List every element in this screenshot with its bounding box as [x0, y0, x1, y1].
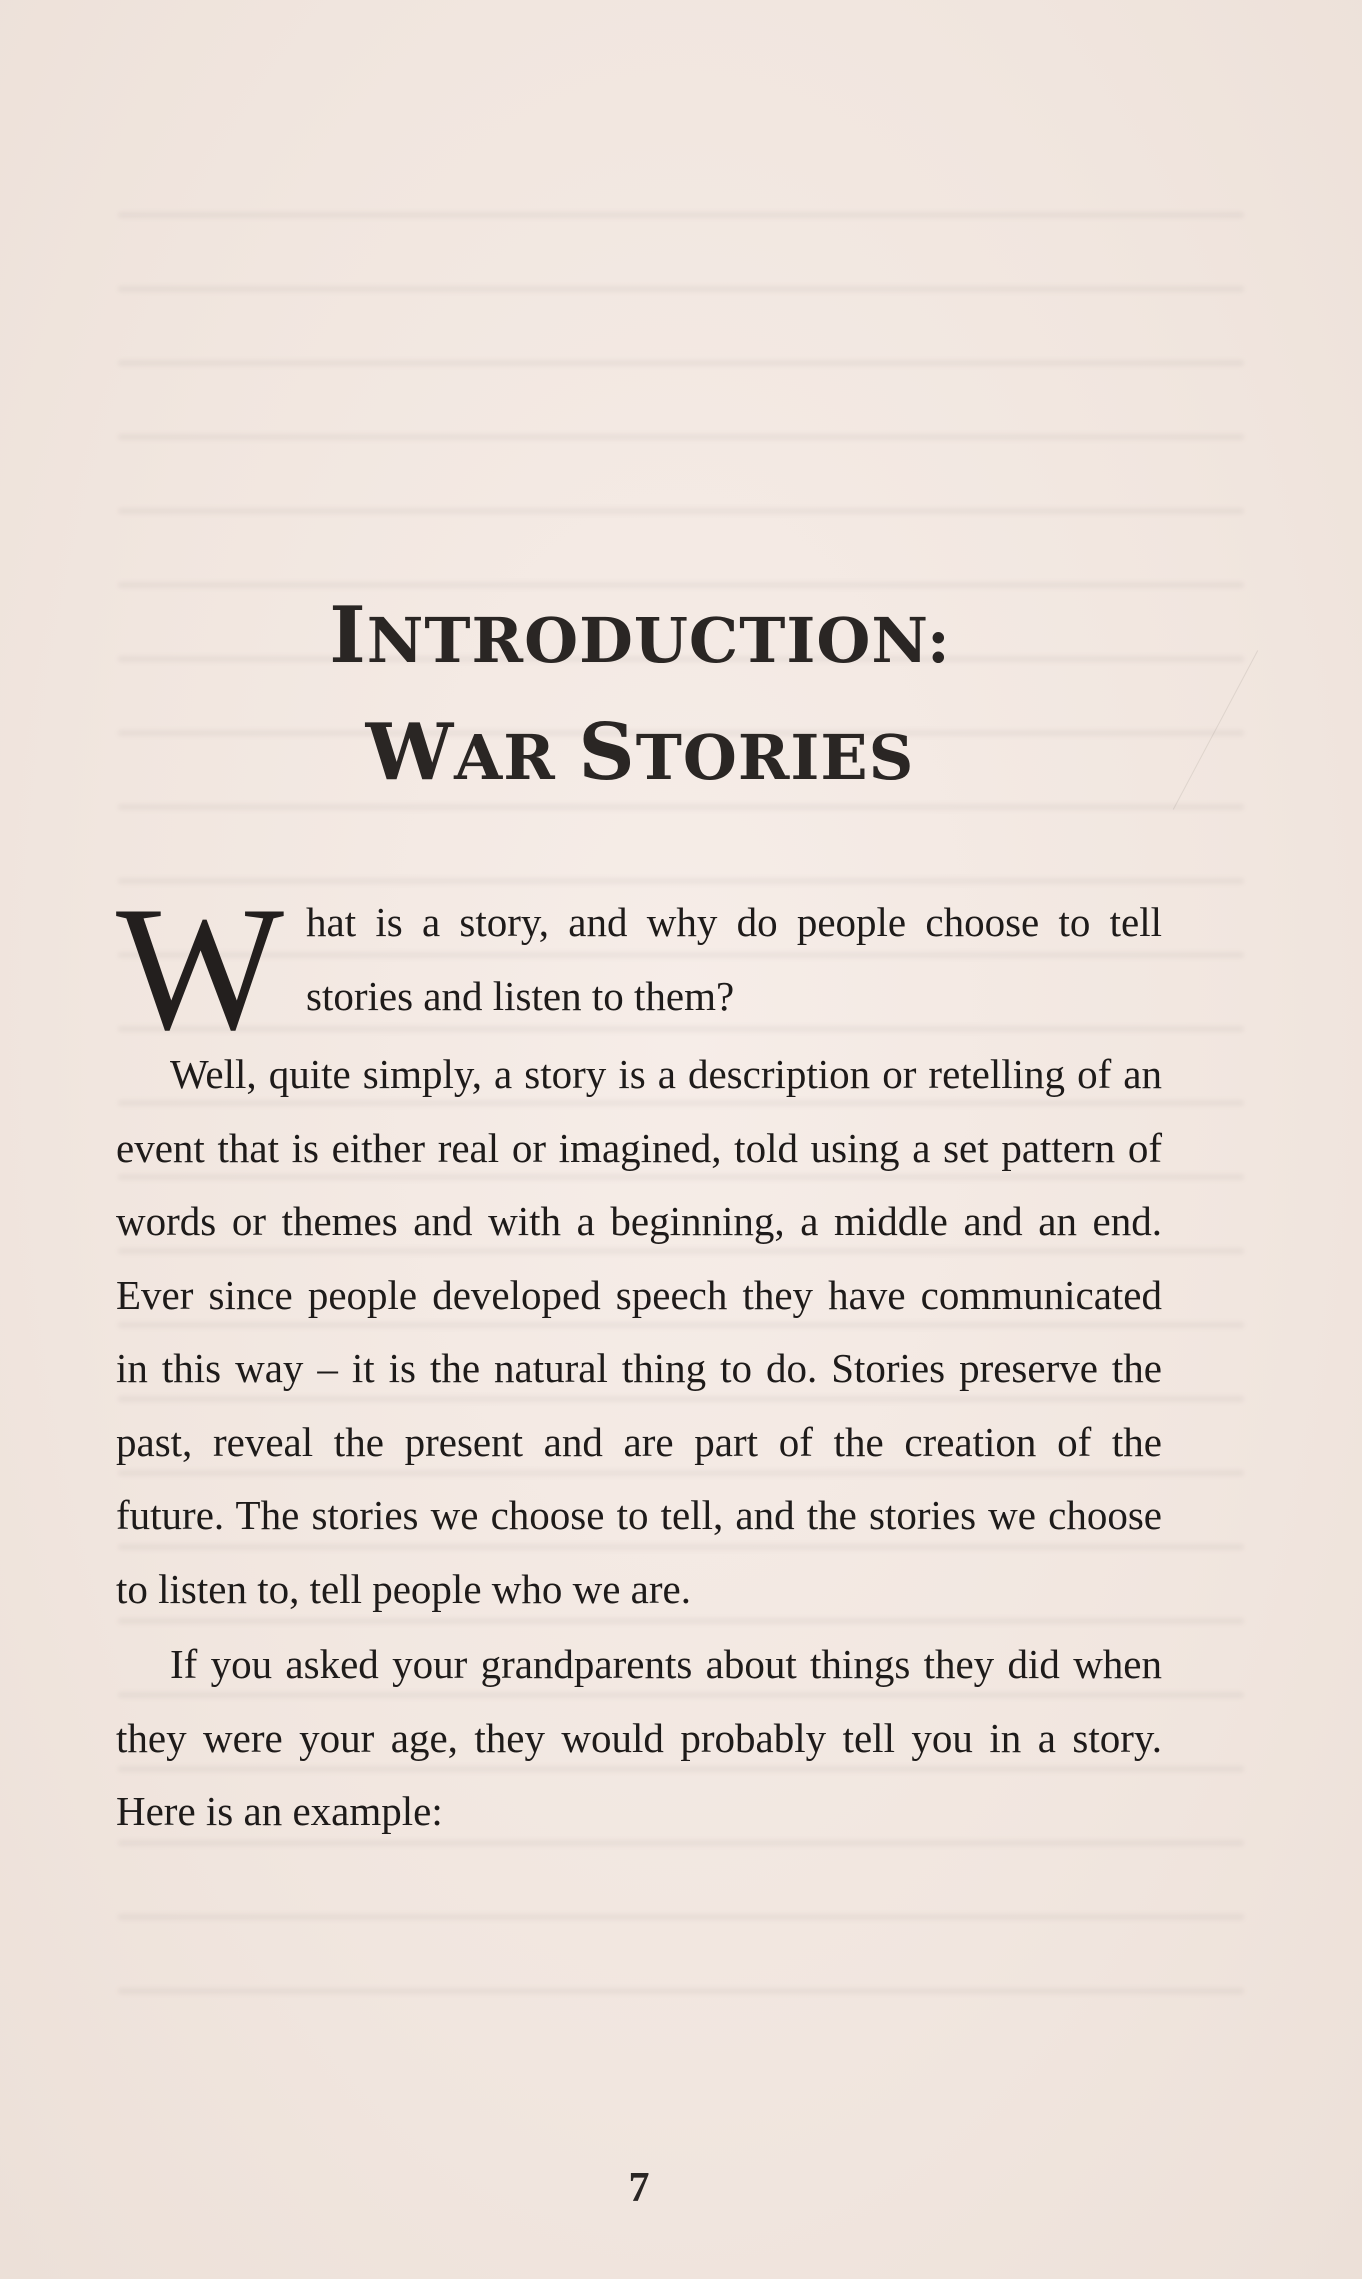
title-capital: I [329, 590, 367, 681]
body-text [116, 869, 1162, 1849]
paragraph-3: If you asked your grandparents about things they did when they were your age, they would probably tell you in a story. Here is an example: [116, 1641, 1162, 1834]
drop-cap: W [116, 869, 285, 1067]
chapter-title-line-1 [0, 580, 1280, 697]
title-capital: W [365, 707, 455, 798]
chapter-title-line-2 [0, 697, 1280, 814]
title-text: NTRODUCTION: [366, 604, 951, 677]
title-text: AR [454, 721, 579, 794]
title-text: TORIES [635, 721, 915, 794]
paragraph-2: Well, quite simply, a story is a description or retelling of an event that is either real or imagined, told using a set pattern of words or themes and with a beginning, a middle and an end. Ever since people developed speech they have communicated in this way – it is the natural thing to do. Stories preserve the past, reveal the present and are part of the creation of the future. The stories we choose to tell, and the stories we choose to listen to, tell people who we are. [116, 1051, 1162, 1612]
chapter-title [0, 580, 1280, 814]
paragraph-1 [116, 869, 1162, 1067]
title-capital: S [578, 707, 636, 798]
page-number: 7 [628, 2165, 650, 2211]
paragraph-1-text: hat is a story, and why do people choose to tell stories and listen to them? [306, 899, 1162, 1019]
